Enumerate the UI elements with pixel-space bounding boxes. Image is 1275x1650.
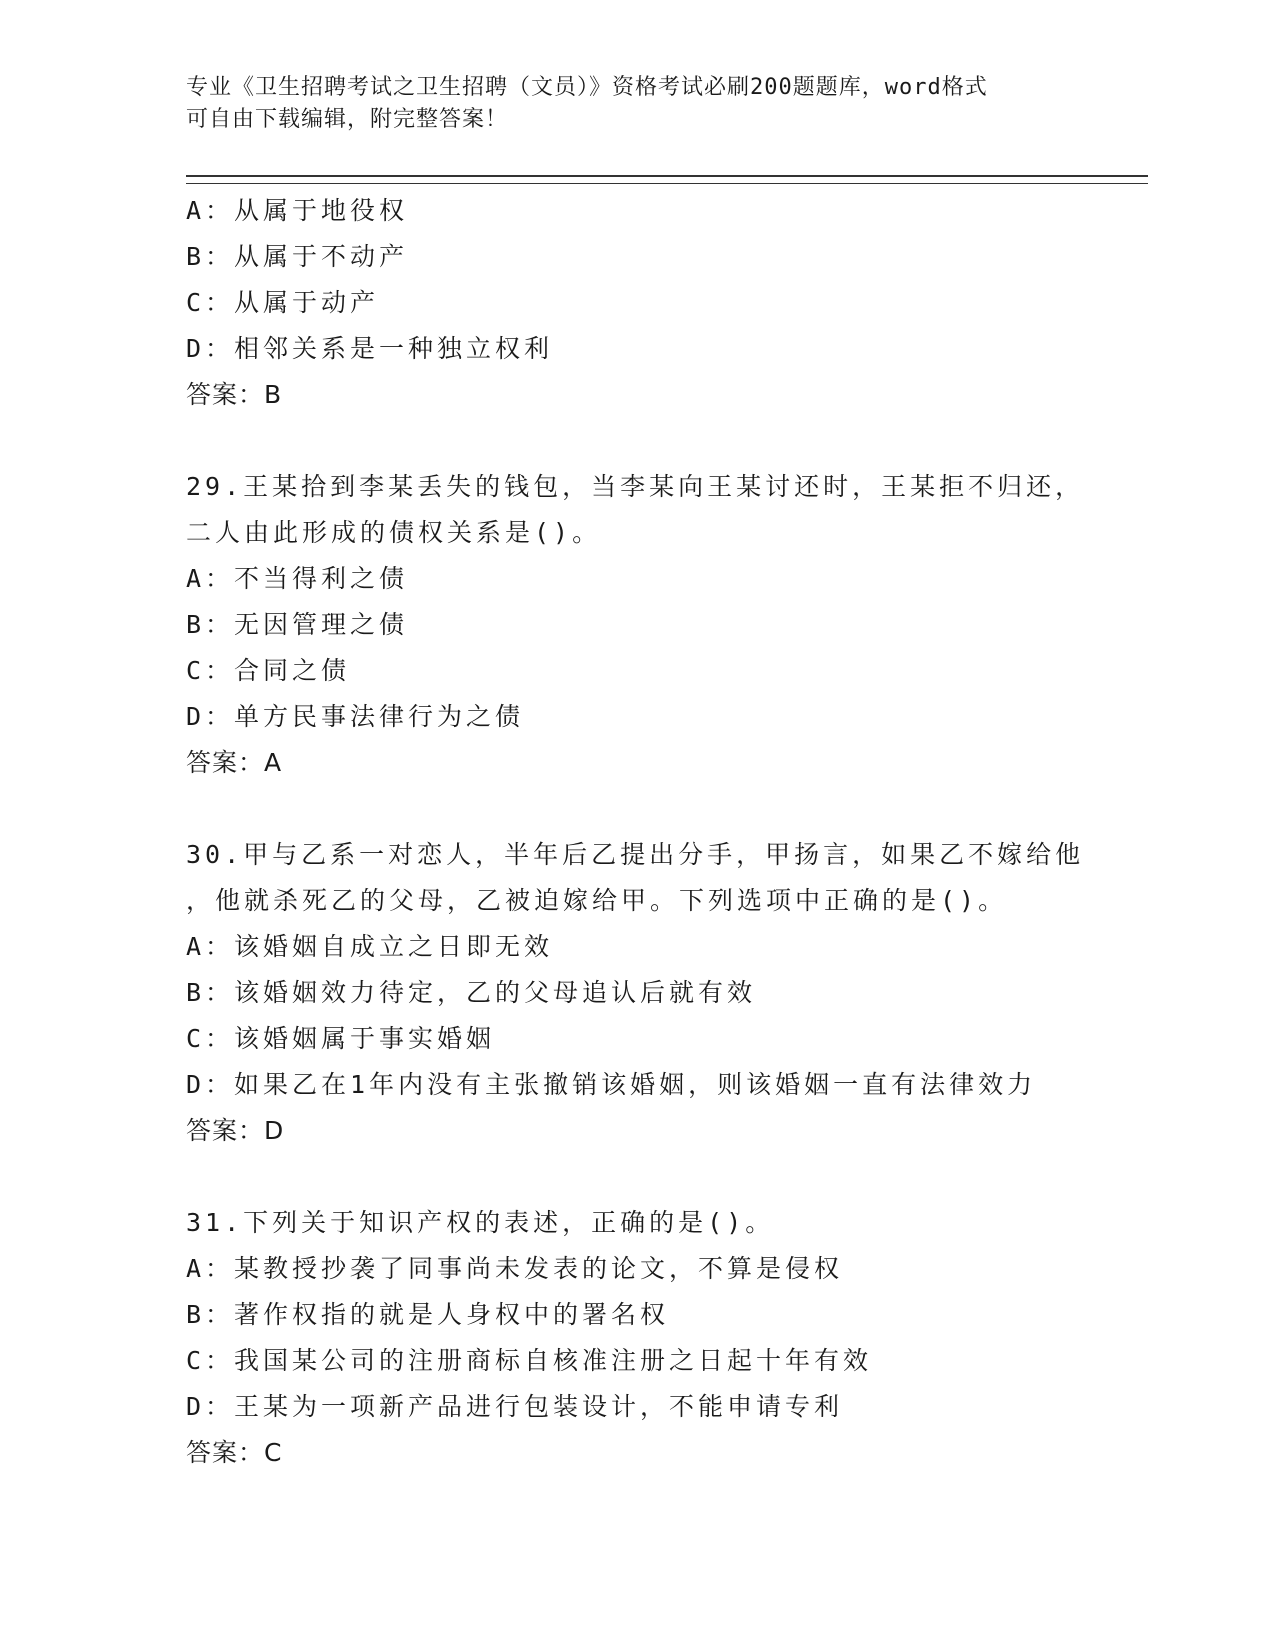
option-b: B：该婚姻效力待定，乙的父母追认后就有效 — [186, 978, 757, 1007]
document-header — [186, 72, 1086, 136]
option-d: D：王某为一项新产品进行包装设计，不能申请专利 — [186, 1392, 844, 1421]
option-c: C：合同之债 — [186, 656, 351, 685]
header-title-line-1: 专业《卫生招聘考试之卫生招聘（文员）》资格考试必刷200题题库，word格式 — [186, 75, 988, 100]
answer-line: 答案：B — [186, 380, 283, 409]
question-28-block — [186, 188, 1106, 418]
option-d: D：如果乙在1年内没有主张撤销该婚姻，则该婚姻一直有法律效力 — [186, 1070, 1037, 1099]
question-stem: 29.王某拾到李某丢失的钱包，当李某向王某讨还时，王某拒不归还， — [186, 472, 1085, 501]
answer-line: 答案：D — [186, 1116, 285, 1145]
option-c: C：从属于动产 — [186, 288, 380, 317]
question-stem: 31.下列关于知识产权的表述，正确的是()。 — [186, 1208, 775, 1237]
option-b: B：著作权指的就是人身权中的署名权 — [186, 1300, 670, 1329]
option-c: C：该婚姻属于事实婚姻 — [186, 1024, 496, 1053]
option-a: A：该婚姻自成立之日即无效 — [186, 932, 554, 961]
option-a: A：不当得利之债 — [186, 564, 409, 593]
option-d: D：单方民事法律行为之债 — [186, 702, 525, 731]
answer-line: 答案：C — [186, 1438, 283, 1467]
question-31-block — [186, 1200, 1106, 1476]
option-a: A：从属于地役权 — [186, 196, 409, 225]
header-title-line-2: 可自由下载编辑，附完整答案！ — [186, 107, 509, 132]
option-b: B：从属于不动产 — [186, 242, 409, 271]
question-29-block — [186, 464, 1106, 786]
question-stem: 30.甲与乙系一对恋人，半年后乙提出分手，甲扬言，如果乙不嫁给他 — [186, 840, 1085, 869]
header-divider — [186, 175, 1148, 184]
spacer — [186, 418, 1106, 464]
question-stem-continued: 二人由此形成的债权关系是()。 — [186, 518, 602, 547]
question-30-block — [186, 832, 1106, 1154]
spacer — [186, 1154, 1106, 1200]
question-stem-continued: ，他就杀死乙的父母，乙被迫嫁给甲。下列选项中正确的是()。 — [186, 886, 1008, 915]
option-a: A：某教授抄袭了同事尚未发表的论文，不算是侵权 — [186, 1254, 844, 1283]
option-b: B：无因管理之债 — [186, 610, 409, 639]
question-list — [186, 188, 1106, 1476]
answer-line: 答案：A — [186, 748, 283, 777]
option-d: D：相邻关系是一种独立权利 — [186, 334, 554, 363]
option-c: C：我国某公司的注册商标自核准注册之日起十年有效 — [186, 1346, 873, 1375]
spacer — [186, 786, 1106, 832]
